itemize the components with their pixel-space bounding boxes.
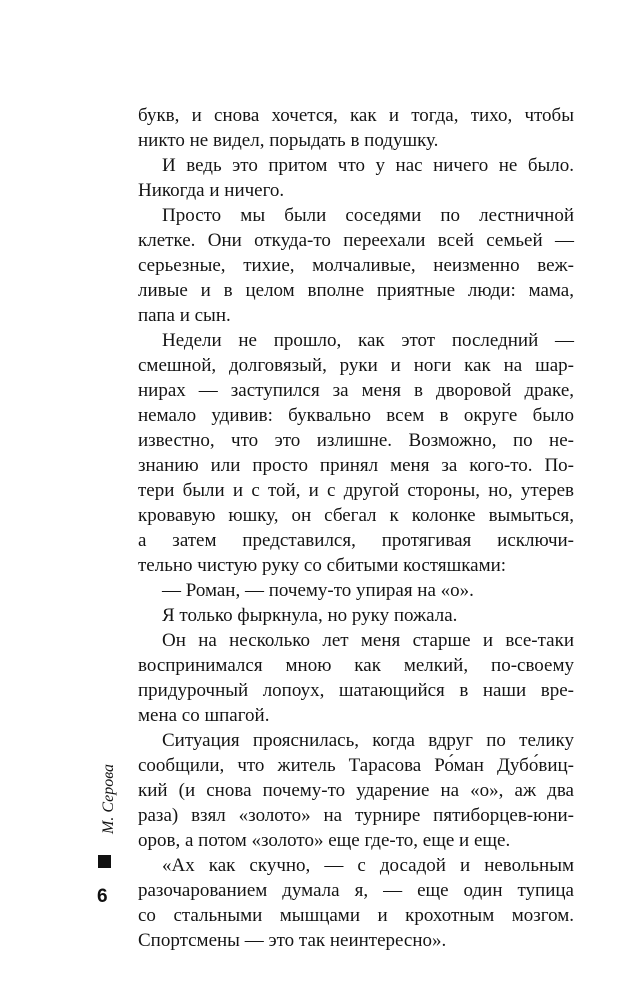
text-line: тельно чистую руку со сбитыми костяшками: (138, 555, 507, 576)
text-line: Я только фыркнула, но руку пожала. (162, 605, 458, 626)
text-line: букв, и снова хочется, как и тогда, тихо, чтобы (138, 105, 574, 126)
text-line: мена со шпагой. (138, 705, 270, 726)
text-line: И ведь это притом что у нас ничего не было. (162, 155, 574, 176)
section-marker (98, 855, 111, 868)
paragraph (138, 578, 574, 603)
text-line: Он на несколько лет меня старше и все-таки (162, 630, 574, 651)
text-line: — Роман, — почему-то упирая на «о». (162, 580, 474, 601)
running-author: М. Серова (100, 763, 117, 834)
text-line: кий (и снова почему-то ударение на «о», аж два (138, 780, 574, 801)
text-line: известно, что это излишне. Возможно, по не- (138, 430, 574, 451)
text-line: папа и сын. (138, 305, 231, 326)
text-line: тери были и с той, и с другой стороны, но, утерев (138, 480, 574, 501)
text-line: нирах — заступился за меня в дворовой драке, (138, 380, 574, 401)
text-line: раза) взял «золото» на турнире пятиборцев-юни- (138, 805, 574, 826)
text-line: Никогда и ничего. (138, 180, 285, 201)
text-line: оров, а потом «золото» еще где-то, еще и еще. (138, 830, 511, 851)
page-number: 6 (97, 886, 108, 907)
paragraph (138, 853, 574, 953)
text-line: ливые и в целом вполне приятные люди: мама, (138, 280, 574, 301)
paragraph (138, 103, 574, 153)
paragraph (138, 328, 574, 578)
text-line: знанию или просто принял меня за кого-то. По- (138, 455, 574, 476)
paragraph (138, 603, 574, 628)
text-line: кровавую юшку, он сбегал к колонке вымыться, (138, 505, 574, 526)
text-line: немало удивив: буквально всем в округе было (138, 405, 574, 426)
text-line: «Ах как скучно, — с досадой и невольным (162, 855, 574, 876)
text-line: Ситуация прояснилась, когда вдруг по телику (162, 730, 574, 751)
text-line: разочарованием думала я, — еще один тупица (138, 880, 574, 901)
paragraph (138, 203, 574, 328)
text-line: смешной, долговязый, руки и ноги как на шар- (138, 355, 574, 376)
paragraph (138, 728, 574, 853)
text-line: а затем представился, протягивая исключи- (138, 530, 574, 551)
paragraph (138, 153, 574, 203)
text-line: Просто мы были соседями по лестничной (162, 205, 574, 226)
paragraph (138, 628, 574, 728)
text-line: придурочный лопоух, шатающийся в наши вре- (138, 680, 574, 701)
text-line: серьезные, тихие, молчаливые, неизменно веж- (138, 255, 574, 276)
text-line: сообщили, что житель Тарасова Ро́ман Дубо́виц- (138, 755, 574, 776)
text-line: клетке. Они откуда-то переехали всей семьей — (138, 230, 574, 251)
text-line: воспринимался мною как мелкий, по-своему (138, 655, 574, 676)
text-line: со стальными мышцами и крохотным мозгом. (138, 905, 574, 926)
body-text (138, 103, 574, 953)
text-line: Спортсмены — это так неинтересно». (138, 930, 447, 951)
text-line: никто не видел, порыдать в подушку. (138, 130, 439, 151)
text-line: Недели не прошло, как этот последний — (162, 330, 574, 351)
